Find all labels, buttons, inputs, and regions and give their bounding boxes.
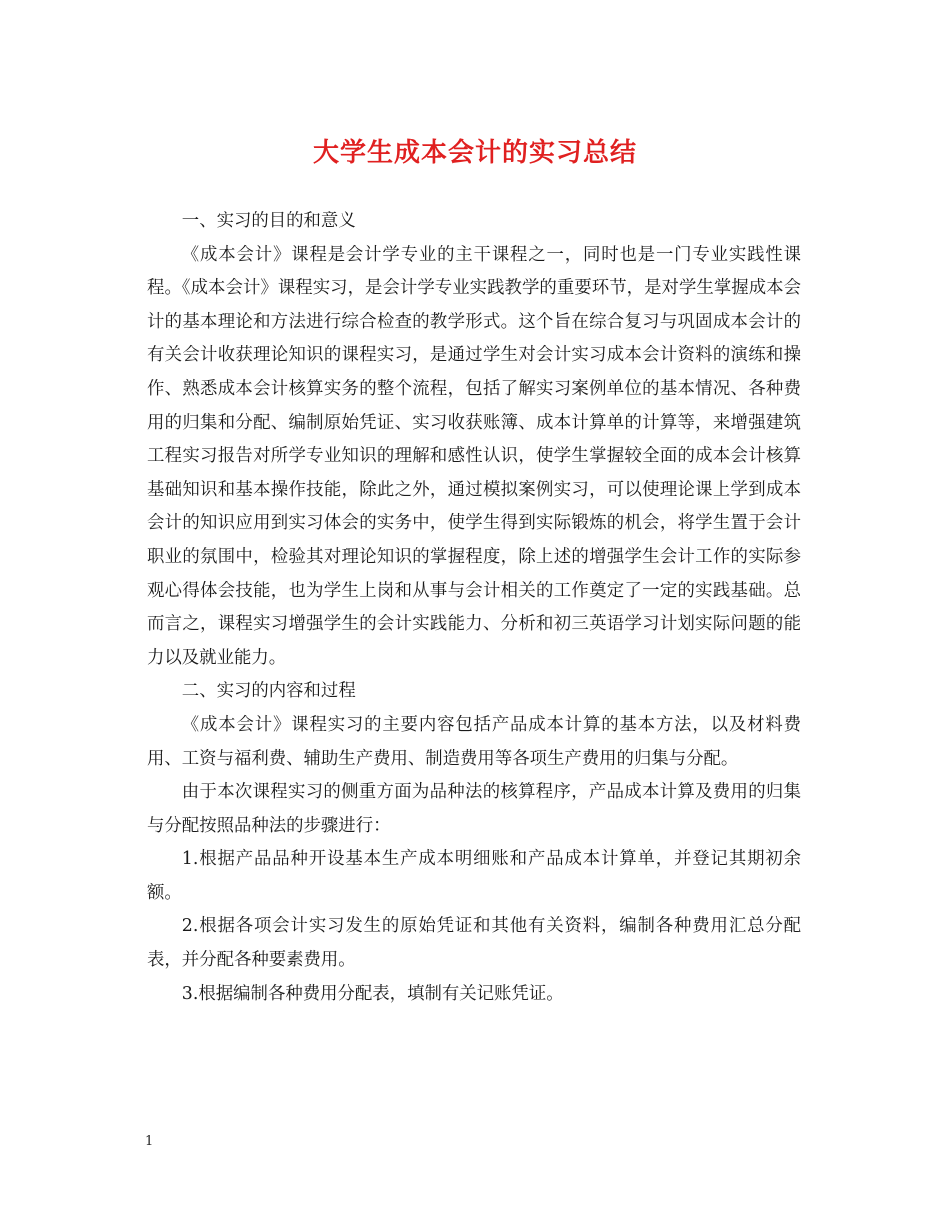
body-paragraph: 由于本次课程实习的侧重方面为品种法的核算程序，产品成本计算及费用的归集与分配按照品种法的步骤进行： [147,782,801,836]
list-item: 3.根据编制各种费用分配表，填制有关记账凭证。 [181,983,564,1004]
document-body [147,205,801,1011]
page-number: 1 [145,1134,154,1149]
section-heading: 一、实习的目的和意义 [181,211,356,231]
list-item: 1.根据产品品种开设基本生产成本明细账和产品成本计算单，并登记其期初余额。 [147,849,801,903]
body-paragraph: 《成本会计》课程实习的主要内容包括产品成本计算的基本方法，以及材料费用、工资与福利费、辅助生产费用、制造费用等各项生产费用的归集与分配。 [147,714,801,769]
document-title: 大学生成本会计的实习总结 [312,138,637,168]
body-paragraph: 《成本会计》课程是会计学专业的主干课程之一，同时也是一门专业实践性课程。《成本会计》课程实习，是会计学专业实践教学的重要环节，是对学生掌握成本会计的基本理论和方法进行综合检查的教学形式。这个旨在综合复习与巩固成本会计的有关会计收获理论知识的课程实习，是通过学生对会计实习成本会计资料的演练和操作、熟悉成本会计核算实务的整个流程，包括了解实习案例单位的基本情况、各种费用的归集和分配、编制原始凭证、实习收获账簿、成本计算单的计算等，来增强建筑工程实习报告对所学专业知识的理解和感性认识，使学生掌握较全面的成本会计核算基础知识和基本操作技能，除此之外，通过模拟案例实习，可以使理论课上学到成本会计的知识应用到实习体会的实务中，使学生得到实际锻炼的机会，将学生置于会计职业的氛围中，检验其对理论知识的掌握程度，除上述的增强学生会计工作的实际参观心得体会技能，也为学生上岗和从事与会计相关的工作奠定了一定的实践基础。总而言之，课程实习增强学生的会计实践能力、分析和初三英语学习计划实际问题的能力以及就业能力。 [147,244,801,668]
section-heading: 二、实习的内容和过程 [181,681,356,702]
list-item: 2.根据各项会计实习发生的原始凭证和其他有关资料，编制各种费用汇总分配表，并分配各种要素费用。 [147,916,801,971]
